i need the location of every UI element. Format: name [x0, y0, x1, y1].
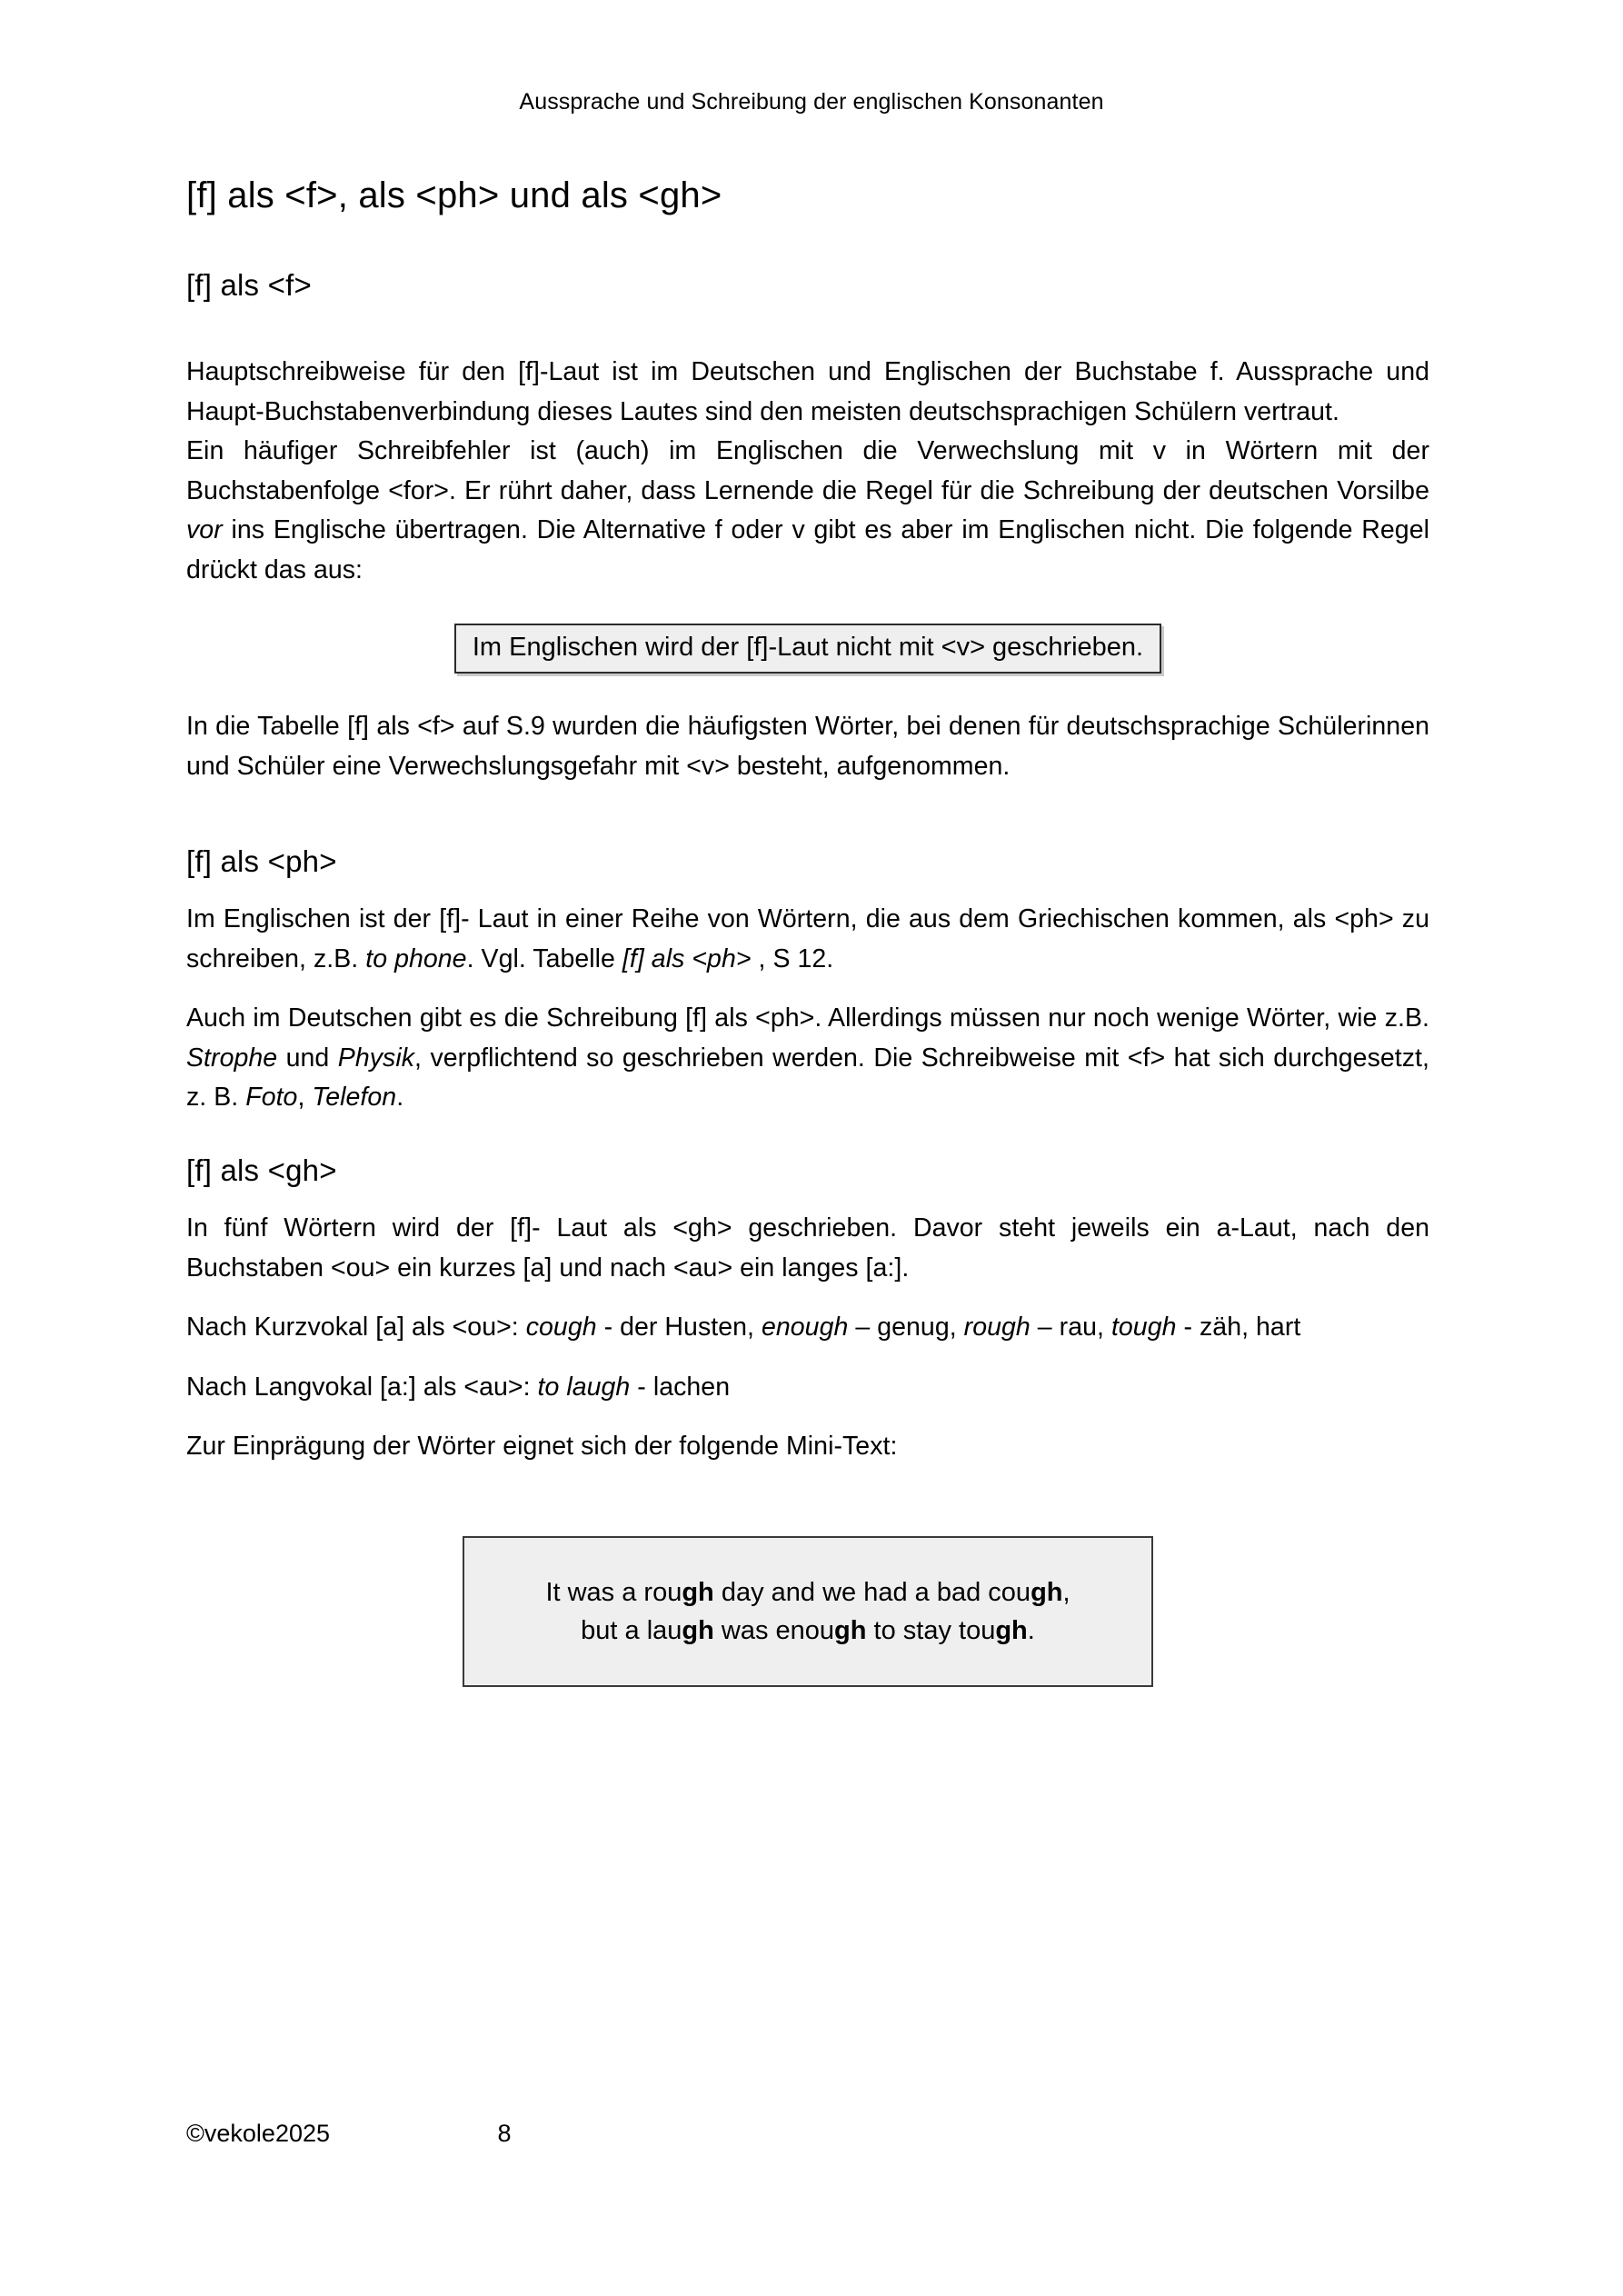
spacer	[186, 786, 1429, 843]
bold-gh-1: gh	[682, 1577, 714, 1607]
text-part-c: , S 12.	[751, 943, 834, 973]
text-part-a: Ein häufiger Schreibfehler ist (auch) im Englischen die Verwechslung mit v in Wörtern mit der Buchstabenfolge <for>. Er rührt daher, dass Lernende die Regel für die Schreibung der deutschen Vorsilbe	[186, 436, 1429, 505]
spacer	[186, 880, 1429, 900]
italic-cough: cough	[525, 1313, 597, 1343]
running-head: Aussprache und Schreibung der englischen Konsonanten	[519, 89, 1104, 115]
spacer	[186, 1189, 1429, 1209]
italic-telefon: Telefon	[312, 1083, 397, 1113]
mini-text-line-2	[581, 1612, 1035, 1650]
section-heading-gh: [f] als <gh>	[186, 1153, 337, 1187]
paragraph-f-tabelle-text: In die Tabelle [f] als <f> auf S.9 wurden die häufigsten Wörter, bei denen für deutschsprachige Schülerinnen und Schüler eine Verwechslungsgefahr mit <v> besteht, aufgenommen.	[186, 712, 1429, 781]
italic-tough: tough	[1110, 1313, 1177, 1343]
text-part-e: - zäh, hart	[1176, 1313, 1301, 1343]
spacer	[186, 1348, 1429, 1368]
rule-box-container	[186, 624, 1429, 674]
text-part-a: It was a rou	[545, 1577, 682, 1607]
italic-physik: Physik	[337, 1043, 415, 1073]
italic-table-ref: [f] als <ph>	[622, 943, 752, 973]
bold-gh-5: gh	[995, 1615, 1028, 1645]
paragraph-minitext-intro-text: Zur Einprägung der Wörter eignet sich der folgende Mini-Text:	[186, 1432, 898, 1462]
text-part-e: .	[1027, 1615, 1035, 1645]
page-title: [f] als <f>, als <ph> und als <gh>	[186, 175, 722, 215]
italic-enough: enough	[761, 1313, 849, 1343]
footer-page-number: 8	[497, 2120, 512, 2147]
mini-text-line-1	[545, 1573, 1070, 1612]
paragraph-minitext-intro	[186, 1427, 1429, 1467]
spacer	[186, 218, 1429, 266]
text-part-a: Nach Langvokal [a:] als <au>:	[186, 1372, 538, 1402]
paragraph-f-intro	[186, 353, 1429, 432]
text-part-c: – genug,	[848, 1313, 964, 1343]
paragraph-kurzvokal	[186, 1308, 1429, 1348]
spacer	[186, 1118, 1429, 1152]
text-part-b: ins Englische übertragen. Die Alternative f oder v gibt es aber im Englischen nicht. Die folgende Regel drückt das aus:	[186, 515, 1429, 584]
paragraph-f-intro-text: Hauptschreibweise für den [f]-Laut ist im Deutschen und Englischen der Buchstabe f. Aussprache und Haupt-Buchstabenverbindung dieses Lautes sind den meisten deutschsprachigen Schülern vertraut.	[186, 357, 1429, 426]
italic-rough: rough	[963, 1313, 1031, 1343]
section-heading-ph: [f] als <ph>	[186, 844, 337, 879]
italic-strophe: Strophe	[186, 1043, 278, 1073]
text-part-b: - lachen	[630, 1372, 731, 1402]
text-part-b: . Vgl. Tabelle	[466, 943, 622, 973]
page-content	[186, 173, 1429, 1687]
text-part-a: but a lau	[581, 1615, 682, 1645]
spacer	[186, 1407, 1429, 1427]
paragraph-f-tabelle	[186, 707, 1429, 786]
footer-copyright: ©vekole2025	[186, 2120, 331, 2147]
spacer	[186, 1288, 1429, 1308]
spacer	[186, 1467, 1429, 1536]
paragraph-ph-englisch	[186, 900, 1429, 979]
spacer	[186, 674, 1429, 707]
spacer	[186, 304, 1429, 353]
rule-box	[454, 624, 1161, 674]
rule-box-text: Im Englischen wird der [f]-Laut nicht mit <v> geschrieben.	[472, 633, 1144, 663]
paragraph-f-verwechslung	[186, 432, 1429, 590]
text-part-d: to stay tou	[866, 1615, 996, 1645]
section-heading-f: [f] als <f>	[186, 268, 312, 302]
text-part-b: - der Husten,	[596, 1313, 762, 1343]
text-part-a: Auch im Deutschen gibt es die Schreibung [f] als <ph>. Allerdings müssen nur noch wenige Wörter, wie z.B.	[186, 1003, 1429, 1033]
text-part-c: , verpflichtend so geschrieben werden. Die Schreibweise mit <f> hat sich durchgesetzt, z. B.	[186, 1043, 1429, 1113]
italic-foto: Foto	[245, 1083, 298, 1113]
text-part-e: .	[396, 1083, 404, 1113]
italic-to-phone: to phone	[365, 943, 467, 973]
footer-row	[186, 2120, 1429, 2151]
spacer	[186, 979, 1429, 999]
page-footer	[186, 2120, 1429, 2151]
text-part-a: Im Englischen ist der [f]- Laut in einer Reihe von Wörtern, die aus dem Griechischen kommen, als <ph> zu schreiben, z.B.	[186, 904, 1429, 973]
text-part-a: Nach Kurzvokal [a] als <ou>:	[186, 1313, 526, 1343]
mini-text-container	[186, 1536, 1429, 1687]
paragraph-langvokal	[186, 1368, 1429, 1408]
text-part-d: – rau,	[1030, 1313, 1111, 1343]
paragraph-gh-intro	[186, 1209, 1429, 1288]
text-part-c: was enou	[713, 1615, 835, 1645]
text-part-c: day and we had a bad cou	[713, 1577, 1031, 1607]
bold-gh-4: gh	[834, 1615, 867, 1645]
paragraph-ph-deutsch	[186, 999, 1429, 1118]
text-part-d: ,	[297, 1083, 313, 1113]
bold-gh-3: gh	[682, 1615, 714, 1645]
text-part-d: ,	[1062, 1577, 1070, 1607]
paragraph-gh-intro-text: In fünf Wörtern wird der [f]- Laut als <gh> geschrieben. Davor steht jeweils ein a-Laut, nach den Buchstaben <ou> ein kurzes [a] und nach <au> ein langes [a:].	[186, 1213, 1429, 1283]
text-part-b: und	[277, 1043, 338, 1073]
italic-vor: vor	[186, 515, 223, 545]
italic-to-laugh: to laugh	[537, 1372, 631, 1402]
mini-text-box	[463, 1536, 1153, 1687]
bold-gh-2: gh	[1031, 1577, 1063, 1607]
spacer	[186, 590, 1429, 624]
